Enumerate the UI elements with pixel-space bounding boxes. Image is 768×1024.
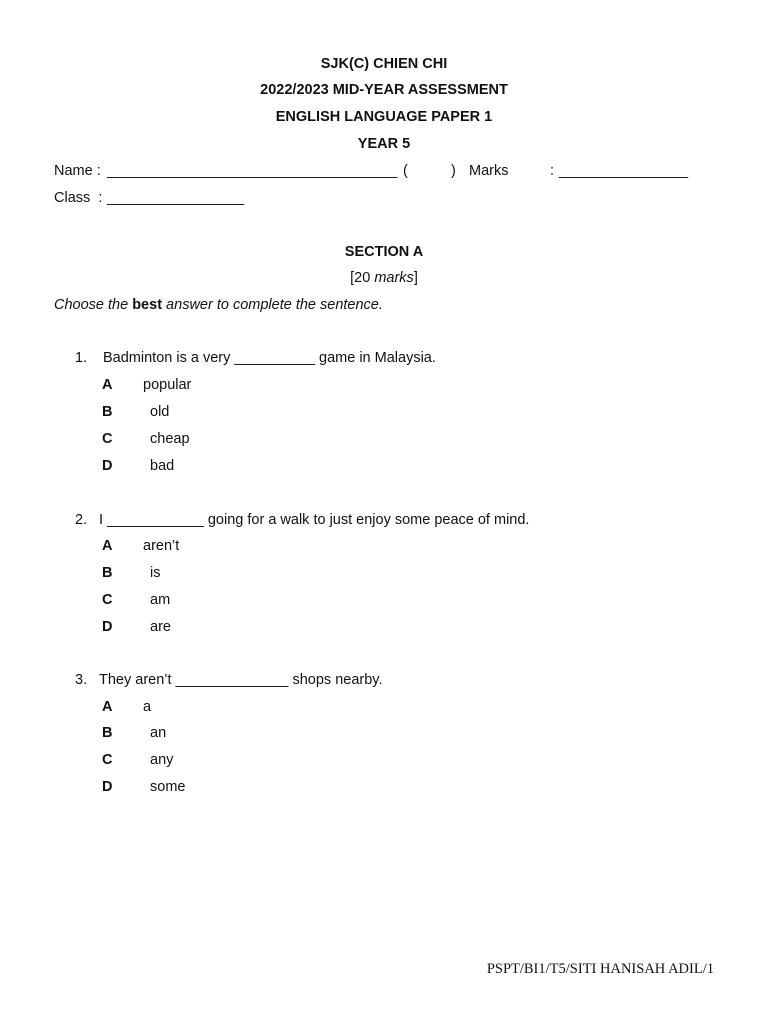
option-text: bad	[150, 458, 175, 474]
name-blank: ____________________________________	[107, 163, 398, 179]
name-label: Name :	[54, 163, 101, 179]
option-letter: C	[102, 752, 113, 768]
marks-colon: :	[550, 163, 555, 179]
option-text: old	[150, 404, 170, 420]
option-text: are	[150, 619, 171, 635]
question-text: I ____________ going for a walk to just enjoy some peace of mind.	[99, 512, 530, 528]
option-letter: D	[102, 619, 113, 635]
question-number: 3.	[75, 672, 88, 688]
section-title: SECTION A	[344, 244, 424, 260]
option-text: some	[150, 779, 186, 795]
marks-label: Marks	[469, 163, 509, 179]
option-letter: B	[102, 404, 113, 420]
option-text: am	[150, 592, 171, 608]
option-text: popular	[143, 377, 192, 393]
option-letter: B	[102, 565, 113, 581]
option-text: an	[150, 725, 167, 741]
section-marks: [20 marks]	[350, 270, 418, 286]
option-letter: C	[102, 592, 113, 608]
school-name: SJK(C) CHIEN CHI	[320, 56, 448, 72]
option-letter: B	[102, 725, 113, 741]
class-label: Class :	[54, 190, 103, 206]
class-blank: _________________	[107, 190, 245, 206]
option-text: any	[150, 752, 174, 768]
question-text: They aren’t ______________ shops nearby.	[99, 672, 383, 688]
marks-blank: ________________	[559, 163, 689, 179]
option-letter: A	[102, 538, 113, 554]
assessment-title: 2022/2023 MID-YEAR ASSESSMENT	[260, 82, 508, 98]
index-paren-open: (	[403, 163, 408, 179]
option-text: cheap	[150, 431, 190, 447]
year-title: YEAR 5	[357, 136, 411, 152]
option-letter: A	[102, 377, 113, 393]
option-text: aren’t	[143, 538, 180, 554]
option-letter: D	[102, 779, 113, 795]
footer-code: PSPT/BI1/T5/SITI HANISAH ADIL/1	[486, 961, 714, 977]
question-text: Badminton is a very __________ game in Malaysia.	[103, 350, 436, 366]
option-letter: C	[102, 431, 113, 447]
paper-title: ENGLISH LANGUAGE PAPER 1	[275, 109, 493, 125]
question-number: 2.	[75, 512, 88, 528]
instruction: Choose the best answer to complete the sentence.	[54, 297, 383, 313]
option-letter: A	[102, 699, 113, 715]
question-number: 1.	[75, 350, 88, 366]
option-letter: D	[102, 458, 113, 474]
option-text: is	[150, 565, 161, 581]
index-paren-close: )	[451, 163, 456, 179]
option-text: a	[143, 699, 152, 715]
